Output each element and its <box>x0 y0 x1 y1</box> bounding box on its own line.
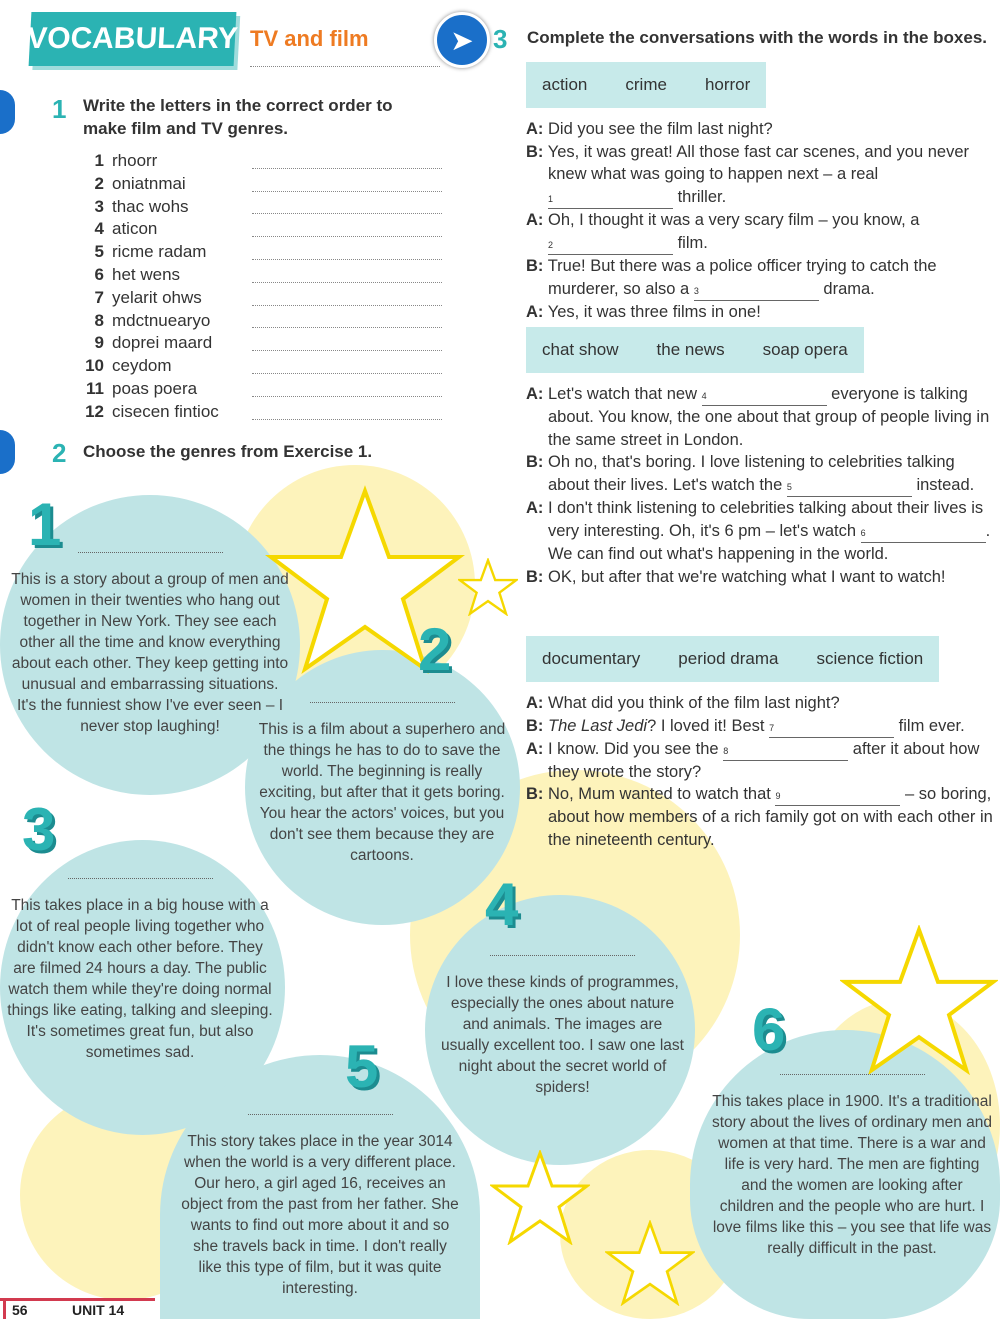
genre-text: This takes place in 1900. It's a traditional story about the lives of ordinary men and women at that time. There is a war and life is very hard. The men are fighting and the women are looking after children and the people who are hurt. I love films like this – you see that life was really difficult in the past. <box>712 1093 993 1257</box>
scrambled-word: ricme radam <box>112 242 207 262</box>
circle-number: 5 <box>345 1033 379 1100</box>
exercise-number: 1 <box>52 94 67 124</box>
word: documentary <box>542 649 641 668</box>
list-item <box>82 378 442 401</box>
answer-line[interactable] <box>252 264 442 283</box>
exercise-instruction: Choose the genres from Exercise 1. <box>83 442 373 461</box>
answer-line[interactable] <box>252 310 442 329</box>
answer-line[interactable] <box>252 196 442 215</box>
side-tab-icon[interactable] <box>0 430 15 474</box>
exercise-number: 2 <box>52 438 67 468</box>
item-number: 12 <box>85 401 104 421</box>
answer-line[interactable] <box>252 332 442 351</box>
answer-line[interactable] <box>78 552 223 553</box>
word: crime <box>625 75 667 94</box>
answer-blank[interactable]: 4 <box>702 391 827 406</box>
answer-line[interactable] <box>252 241 442 260</box>
star-icon <box>458 558 518 616</box>
answer-line[interactable] <box>68 878 213 879</box>
scrambled-word: poas poera <box>112 378 198 398</box>
star-icon <box>840 925 998 1075</box>
answer-line[interactable] <box>252 173 442 192</box>
scrambled-word: ceydom <box>112 356 172 376</box>
list-item <box>82 218 442 241</box>
circle-number: 1 <box>28 491 62 558</box>
answer-line[interactable] <box>252 378 442 397</box>
cursor-icon[interactable]: ➤ <box>434 12 490 68</box>
answer-line[interactable] <box>252 218 442 237</box>
section-banner <box>26 12 239 66</box>
conversation-3: A: What did you think of the film last night? B: The Last Jedi? I loved it! Best 7 film ever. A: I know. Did you see the 8 after it about how they wrote the story? B: No, Mum wanted to watch that 9 – so boring, about how members of a rich family got on with each other in the nineteenth century. <box>526 694 993 850</box>
circle-number: 2 <box>418 616 452 683</box>
word: horror <box>704 75 751 94</box>
word-box-1 <box>526 62 766 108</box>
answer-blank[interactable]: 1 <box>548 194 673 209</box>
scrambled-word: rhoorr <box>112 151 158 170</box>
exercise-instruction: Complete the conversations with the words in the boxes. <box>527 28 988 47</box>
exercise-3-column <box>526 62 996 852</box>
scrambled-word: yelarit ohws <box>112 287 202 307</box>
section-title: VOCABULARY <box>26 22 239 55</box>
list-item <box>82 287 442 310</box>
exercise-number: 3 <box>493 24 508 54</box>
word: period drama <box>678 649 779 668</box>
conversation-1: A: Did you see the film last night? B: Yes, it was great! All those fast car scenes, and you never knew what was going to happen next – a real 1 thriller. A: Oh, I thought it was a very scary film – you know, a 2 film. B: True! But there was a police officer trying to catch the murderer, so also a 3 drama. A: Yes, it was three films in one! <box>526 120 969 321</box>
word-list <box>82 150 442 424</box>
word: the news <box>656 340 725 359</box>
scrambled-word: mdctnuearyo <box>112 310 211 330</box>
scrambled-word: het wens <box>112 264 181 284</box>
side-tab-icon[interactable] <box>0 90 15 134</box>
word: chat show <box>542 340 619 359</box>
list-item <box>82 332 442 355</box>
list-item <box>82 196 442 219</box>
word-box-3 <box>526 636 939 682</box>
word: science fiction <box>816 649 924 668</box>
answer-line[interactable] <box>252 287 442 306</box>
item-number: 4 <box>94 219 104 239</box>
answer-line[interactable] <box>252 150 442 169</box>
page-number: 56 <box>12 1302 28 1318</box>
item-number: 9 <box>94 333 104 353</box>
answer-blank[interactable]: 2 <box>548 240 673 255</box>
answer-line[interactable] <box>252 401 442 420</box>
star-icon <box>605 1220 695 1306</box>
item-number: 7 <box>94 287 104 307</box>
scrambled-word: doprei maard <box>112 333 213 353</box>
answer-blank[interactable]: 7 <box>769 723 894 738</box>
answer-line[interactable] <box>490 955 635 956</box>
list-item <box>82 310 442 333</box>
answer-line[interactable] <box>780 1074 925 1075</box>
word: action <box>542 75 588 94</box>
circle-number: 6 <box>752 996 786 1063</box>
unit-label: UNIT 14 <box>72 1302 125 1318</box>
genre-text: This takes place in a big house with a lot of real people living together who didn't know each other before. They are filmed 24 hours a day. The public watch them while they're doing normal things like eating, talking and sleeping. It's sometimes great fun, but also sometimes sad. <box>7 897 273 1061</box>
item-number: 3 <box>94 196 104 216</box>
word: soap opera <box>762 340 848 359</box>
genre-text: I love these kinds of programmes, especially the ones about nature and animals. The images are usually excellent too. I saw one last night about the secret world of spiders! <box>441 974 684 1096</box>
answer-line[interactable] <box>310 702 455 703</box>
word-box-2 <box>526 327 864 373</box>
item-number: 2 <box>94 173 104 193</box>
answer-blank[interactable]: 8 <box>723 746 848 761</box>
item-number: 10 <box>85 356 104 376</box>
circle-number: 3 <box>22 796 56 863</box>
answer-blank[interactable]: 5 <box>787 482 912 497</box>
list-item <box>82 173 442 196</box>
item-number: 8 <box>94 310 104 330</box>
list-item <box>82 401 442 424</box>
footer-rule <box>3 1298 6 1319</box>
genre-text: This story takes place in the year 3014 when the world is a very different place. Our hero, a girl aged 16, receives an object from the past from her father. She wants to find out more about it and so she travels back in time. I don't really like this type of film, but it was quite interesting. <box>181 1133 459 1297</box>
list-item <box>82 241 442 264</box>
scrambled-word: aticon <box>112 219 158 239</box>
star-icon <box>490 1150 590 1245</box>
exercise-instruction: Write the letters in the correct order to make film and TV genres. <box>83 96 393 138</box>
answer-blank[interactable]: 6 <box>861 528 986 543</box>
conversation-2: A: Let's watch that new 4 everyone is talking about. You know, the one about that group of people living in the same street in London. B: Oh no, that's boring. I love listening to celebrities talking about their lives. Let's watch the 5 instead. A: I don't think listening to celebrities talking about their lives is very interesting. Oh, it's 6 pm – let's watch 6 . We can find out what's happening in the world. B: OK, but after that we're watching what I want to watch! <box>526 385 991 586</box>
answer-line[interactable] <box>248 1114 393 1115</box>
topic-title: TV and film <box>250 26 369 51</box>
circle-number: 4 <box>485 871 519 938</box>
list-item <box>82 150 442 173</box>
footer-rule <box>0 1298 155 1301</box>
list-item <box>82 264 442 287</box>
answer-line[interactable] <box>252 355 442 374</box>
scrambled-word: thac wohs <box>112 196 189 216</box>
scrambled-word: cisecen fintioc <box>112 401 219 421</box>
item-number: 1 <box>94 151 104 170</box>
genre-text: This is a film about a superhero and the things he has to do to save the world. The beginning is really exciting, but after that it gets boring. You hear the actors' voices, but you don't see them because they are cartoons. <box>258 721 506 864</box>
genre-text: This is a story about a group of men and women in their twenties who hang out together in New York. They see each other all the time and know everything about each other. They keep getting into unusual and embarrassing situations. It's the funniest show I've ever seen – I never stop laughing! <box>11 571 289 735</box>
answer-blank[interactable]: 9 <box>775 791 900 806</box>
answer-blank[interactable]: 3 <box>694 286 819 301</box>
item-number: 11 <box>86 378 104 398</box>
scrambled-word: oniatnmai <box>112 173 186 193</box>
item-number: 6 <box>94 264 104 284</box>
item-number: 5 <box>94 242 104 262</box>
list-item <box>82 355 442 378</box>
divider <box>250 66 440 67</box>
